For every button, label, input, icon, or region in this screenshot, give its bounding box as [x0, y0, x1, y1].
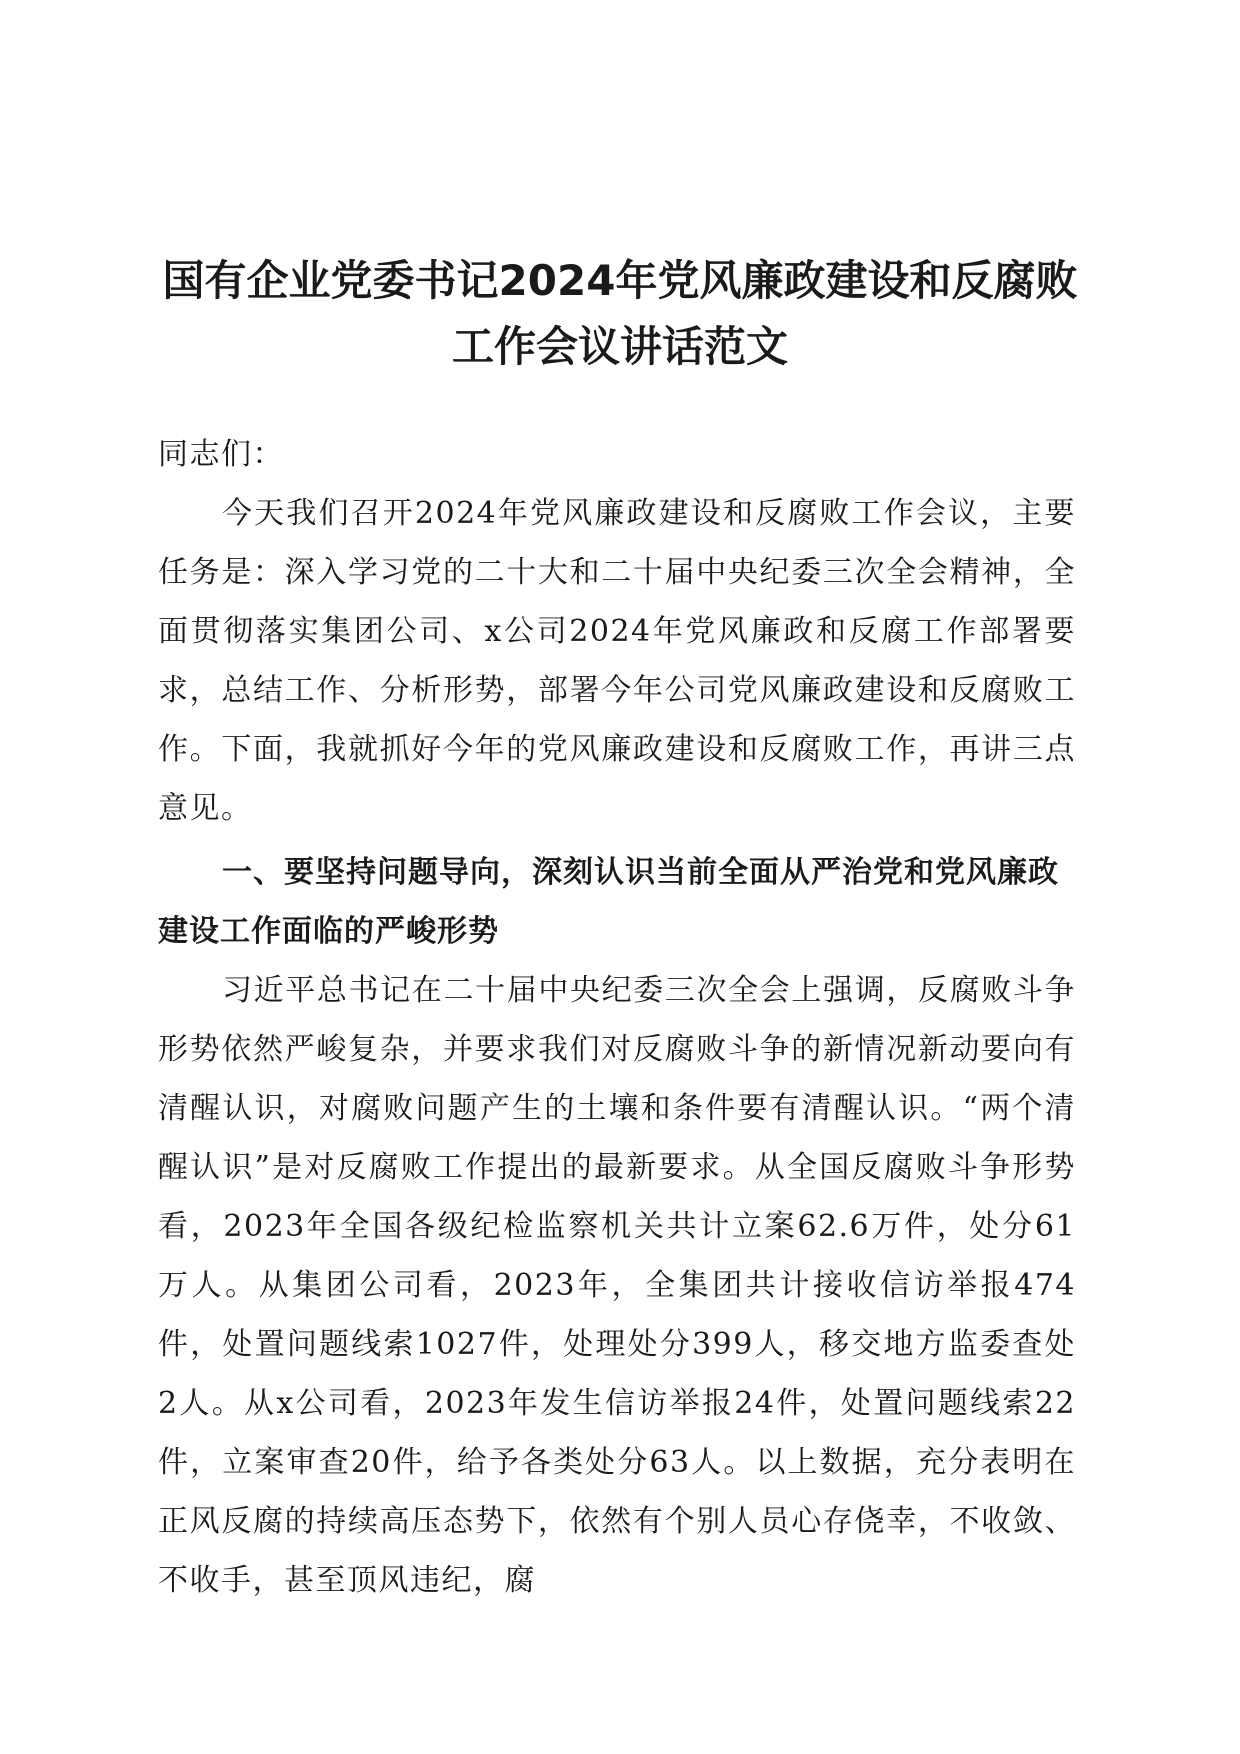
document-title: 国有企业党委书记2024年党风廉政建设和反腐败工作会议讲话范文 [162, 256, 1078, 371]
section-heading-1: 一、要坚持问题导向，深刻认识当前全面从严治党和党风廉政建设工作面临的严峻形势 [158, 855, 1059, 949]
section-1-paragraph: 习近平总书记在二十届中央纪委三次全会上强调，反腐败斗争形势依然严峻复杂，并要求我们对反腐败斗争的新情况新动要向有清醒认识，对腐败问题产生的土壤和条件要有清醒认识。“两个清醒认识”是对反腐败工作提出的最新要求。从全国反腐败斗争形势看，2023年全国各级纪检监察机关共计立案62.6万件，处分61万人。从集团公司看，2023年，全集团共计接收信访举报474件，处置问题线索1027件，处理处分399人，移交地方监委查处2人。从x公司看，2023年发生信访举报24件，处置问题线索22件，立案审查20件，给予各类处分63人。以上数据，充分表明在正风反腐的持续高压态势下，依然有个别人员心存侥幸，不收敛、不收手，甚至顶风违纪，腐 [158, 973, 1076, 1598]
greeting: 同志们： [158, 437, 284, 472]
intro-paragraph: 今天我们召开2024年党风廉政建设和反腐败工作会议，主要任务是：深入学习党的二十大和二十届中央纪委三次全会精神，全面贯彻落实集团公司、x公司2024年党风廉政和反腐工作部署要求，总结工作、分析形势，部署今年公司党风廉政建设和反腐败工作。下面，我就抓好今年的党风廉政建设和反腐败工作，再讲三点意见。 [158, 496, 1076, 826]
